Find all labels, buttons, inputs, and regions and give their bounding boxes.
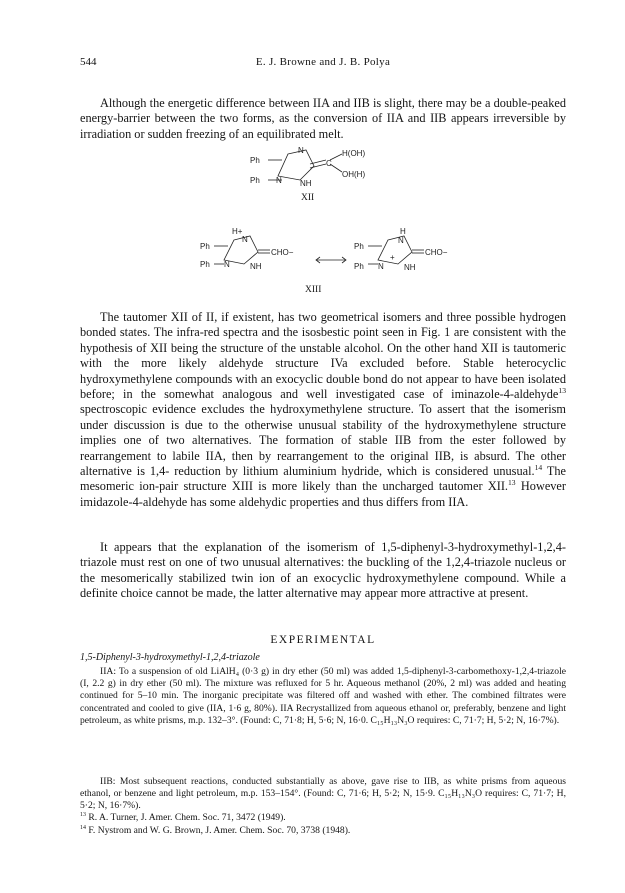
body-paragraph-1 [80, 310, 566, 510]
ref-13-a: 13 [558, 385, 566, 395]
xiii-l-n-top: N [242, 235, 248, 244]
xii-h-oh: H(OH) [342, 149, 366, 158]
p1-text-c: The mesomeric ion-pair structure XIII is more likely than the uncharged tautomer XII. [80, 464, 566, 494]
intro-paragraph: Although the energetic difference between IIA and IIB is slight, there may be a double-peaked energy-barrier between the two forms, as the conversion of IIA and IIB appears irreversible by irradiation or sudden freezing of an equilibrated melt. [80, 96, 566, 141]
compound-subheading: 1,5-Diphenyl-3-hydroxymethyl-1,2,4-triazole [80, 652, 260, 663]
xii-oh-h: OH(H) [342, 170, 366, 179]
structure-xiii-left [200, 228, 312, 274]
footnote-14-text: F. Nystrom and W. G. Brown, J. Amer. Chem. Soc. 70, 3738 (1948). [85, 825, 351, 836]
xiii-r-h: H [400, 228, 406, 236]
xiii-r-cho: CHO− [425, 248, 448, 257]
footnote-13-text: R. A. Turner, J. Amer. Chem. Soc. 71, 3472 (1949). [85, 812, 286, 823]
footnote-13 [80, 812, 566, 824]
ref-13-b: 13 [508, 478, 516, 488]
footnote-14-number: 14 [80, 824, 86, 831]
xiii-r-ph-bottom: Ph [354, 262, 364, 271]
xiii-r-n-bottom: N [378, 262, 384, 271]
xiii-r-nh: NH [404, 263, 416, 272]
xii-ph-bottom: Ph [250, 176, 260, 185]
structure-xiii-right [354, 228, 464, 276]
page-number: 544 [80, 56, 97, 68]
procedure-iia: IIA: To a suspension of old LiAlH₄ (0·3 g) in dry ether (50 ml) was added 1,5-diphenyl-3-carbomethoxy-1,2,4-triazole (I, 2.2 g) in dry ether (50 ml). The mixture was refluxed for 5 hr. Aqueous methanol (20%, 2 ml) was added and heating continued for 5–10 min. The inorganic precipitate was filtered off and washed with ether. The combined filtrates were concentrated and cooled to give (IIA, 1·6 g, 80%). IIA Recrystallized from aqueous ethanol or, preferably, benzene and light petroleum, as white prisms, m.p. 132–3°. (Found: C, 71·8; H, 5·6; N, 16·0. C₁₅H₁₃N₃O requires: C, 71·7; H, 5·2; N, 16·7%). [80, 666, 566, 726]
xiii-l-h-plus: H+ [232, 228, 243, 236]
xii-c: C [326, 159, 332, 168]
xiii-l-ph-bottom: Ph [200, 260, 210, 269]
xii-n-bottom: N [276, 176, 282, 185]
footnote-13-number: 13 [80, 811, 86, 818]
structure-xii [248, 146, 388, 194]
xiii-l-ph-top: Ph [200, 242, 210, 251]
xii-nh: NH [300, 179, 312, 188]
xii-ph-top: Ph [250, 156, 260, 165]
xii-n-top: N [298, 146, 304, 155]
xiii-r-ph-top: Ph [354, 242, 364, 251]
p1-text-a: The tautomer XII of II, if existent, has two geometrical isomers and three possible hydrogen bonded states. The infra-red spectra and the isosbestic point seen in Fig. 1 are consistent with the hypothesis of XII being the structure of the unstable alcohol. On the other hand XII is tautomeric with the more likely aldehyde structure IVa excluded before. Stable heterocyclic hydroxymethylene compounds with an exocyclic double bond do not appear to have been isolated before; in the somewhat analogous and well investigated case of iminazole-4-aldehyde [80, 310, 566, 402]
footnote-14 [80, 825, 566, 837]
xiii-l-nh: NH [250, 262, 262, 271]
resonance-arrow [314, 252, 348, 262]
procedure-iib: IIB: Most subsequent reactions, conducted substantially as above, gave rise to IIB, as white prisms from aqueous ethanol, or benzene and light petroleum, m.p. 153–154°. (Found: C, 71·6; H, 5·2; N, 15·9. C₁₅H₁₃N₃O requires: C, 71·7; H, 5·2; N, 16·7%). [80, 776, 566, 812]
section-heading-experimental: EXPERIMENTAL [270, 634, 376, 646]
p1-text-b: spectroscopic evidence excludes the hydroxymethylene structure. To assert that the isomerism under discussion is due to the otherwise unusual stability of the hydroxymethylene structure implies one of two alternatives. The formation of stable IIB from the ester followed by rearrangement to labile IIA, then by rearrangement to the original IIB, is absurd. The other alternative is 1,4- reduction by lithium aluminium hydride, which is considered unusual. [80, 402, 566, 479]
xiii-l-n-bottom: N [224, 260, 230, 269]
running-head-authors: E. J. Browne and J. B. Polya [255, 56, 391, 68]
xiii-l-cho: CHO− [271, 248, 294, 257]
label-xii: XII [301, 193, 315, 203]
xiii-r-plus: + [390, 253, 395, 262]
ref-14: 14 [534, 462, 543, 472]
xiii-r-n-top: N [398, 236, 404, 245]
label-xiii: XIII [305, 285, 322, 295]
body-paragraph-2: It appears that the explanation of the isomerism of 1,5-diphenyl-3-hydroxymethyl-1,2,4-triazole must rest on one of two unusual alternatives: the buckling of the 1,2,4-triazole nucleus or the mesomerically stabilized twin ion of an exocyclic hydroxymethylene compound. While a definite choice cannot be made, the latter alternative may appear more attractive at present. [80, 540, 566, 601]
page-header [80, 56, 566, 72]
p1-text-d: However imidazole-4-aldehyde has some aldehydic properties and thus differs from IIA. [80, 479, 566, 509]
